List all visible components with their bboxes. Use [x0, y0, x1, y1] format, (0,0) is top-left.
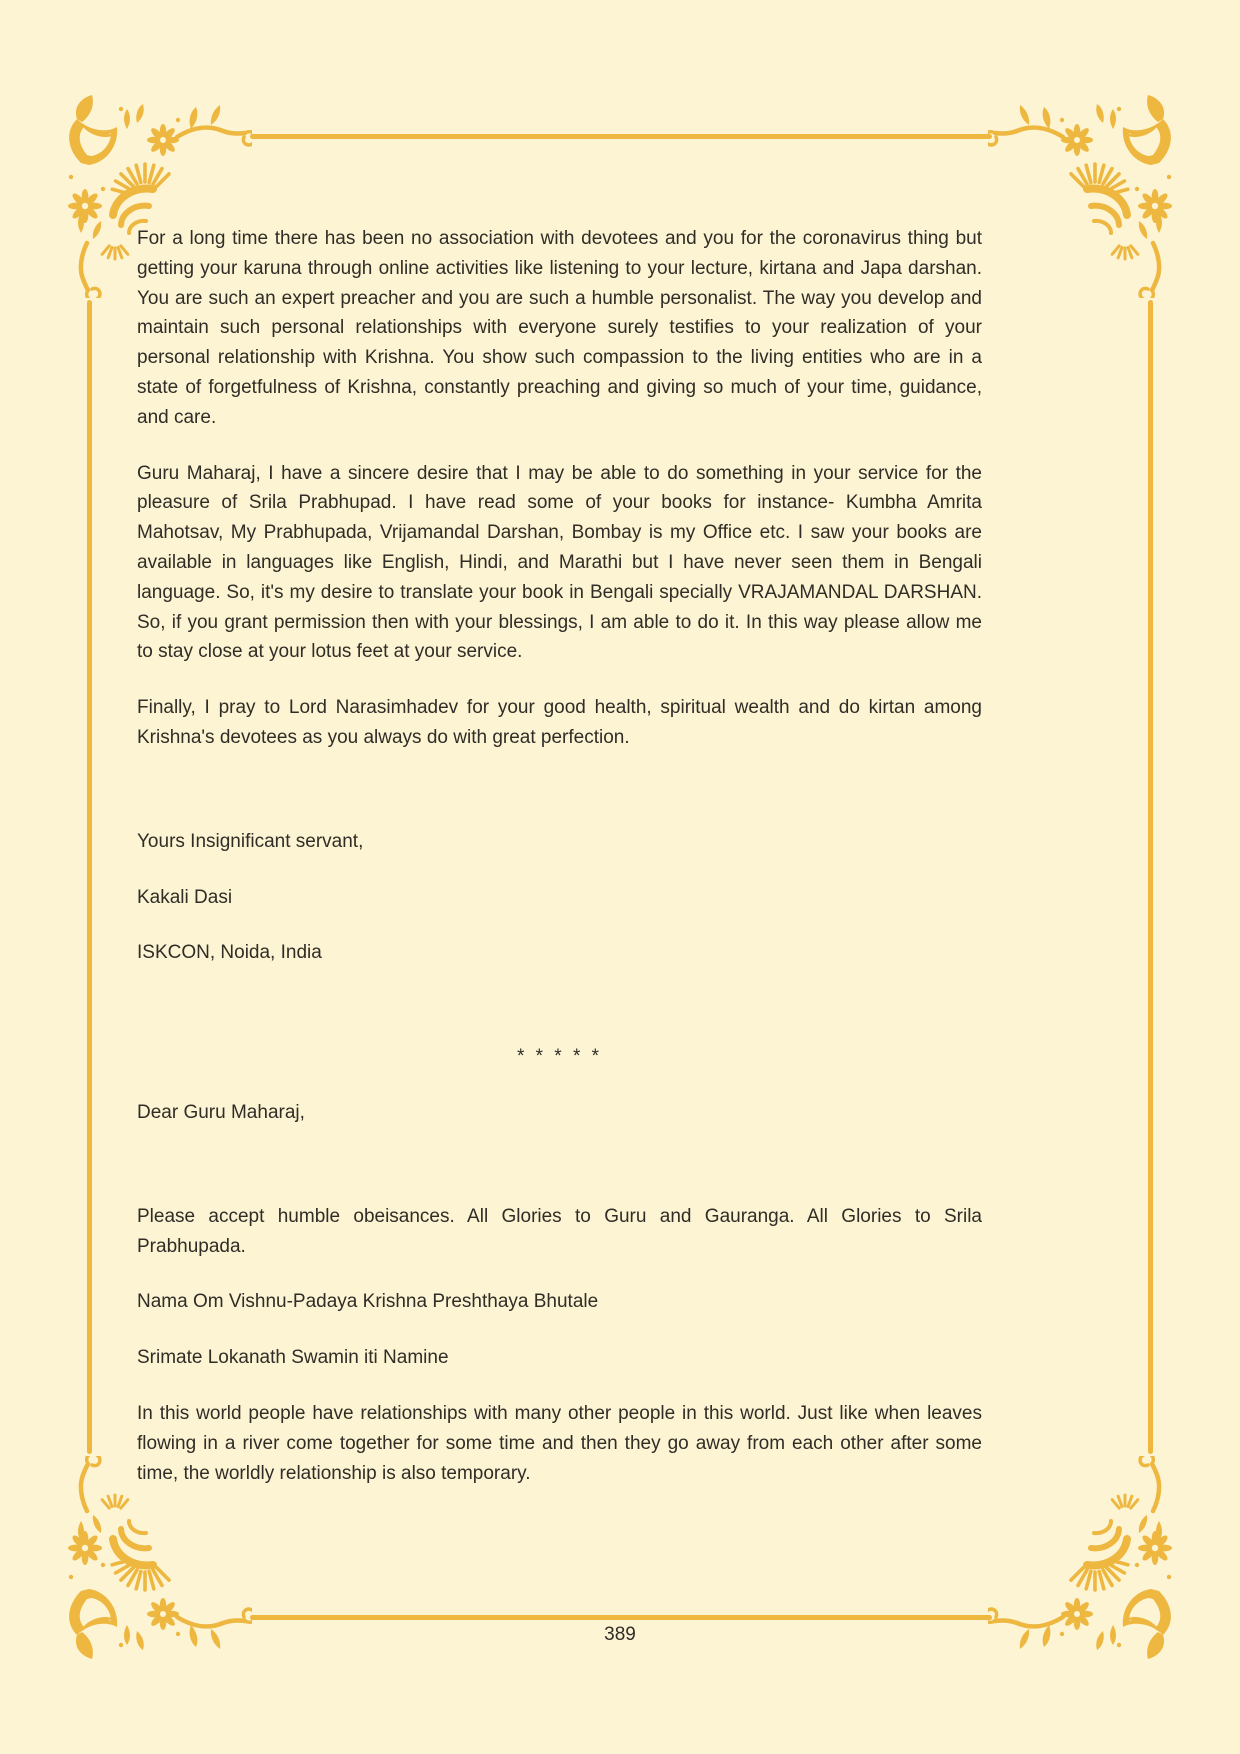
vertical-spacer	[137, 1154, 982, 1202]
letter-text: Dear Guru Maharaj,	[137, 1101, 305, 1123]
letter-body	[137, 224, 982, 1514]
letter-text: Nama Om Vishnu-Padaya Krishna Preshthaya Bhutale	[137, 1291, 599, 1313]
letter-text: Kakali Dasi	[137, 886, 233, 908]
letter-text: Yours Insignificant servant,	[137, 830, 364, 852]
frame-border-right	[1148, 300, 1153, 1454]
corner-flourish-icon	[988, 93, 1183, 298]
letter-text: ISKCON, Noida, India	[137, 942, 322, 964]
section-separator: * * * * *	[516, 1046, 603, 1068]
vertical-spacer	[137, 994, 982, 1042]
letter-text: Srimate Lokanath Swamin iti Namine	[137, 1347, 449, 1369]
vertical-spacer	[137, 779, 982, 827]
letter-text: Please accept humble obeisances. All Glories to Guru and Gauranga. All Glories to Srila Prabhupada.	[137, 1205, 982, 1257]
frame-border-bottom	[250, 1615, 992, 1620]
letter-text: In this world people have relationships with many other people in this world. Just like when leaves flowing in a river come together for some time and then they go away from each other after some time, the worldly relationship is also temporary.	[137, 1402, 982, 1484]
letter-text: Finally, I pray to Lord Narasimhadev for your good health, spiritual wealth and do kirtan among Krishna's devotees as you always do with great perfection.	[137, 697, 982, 748]
page-number: 389	[604, 1624, 636, 1645]
frame-border-top	[250, 134, 992, 139]
letter-text: For a long time there has been no association with devotees and you for the coronavirus thing but getting your karuna through online activities like listening to your lecture, kirtana and Japa darshan. You are such an expert preacher and you are such a humble personalist. The way you develop and maintain such personal relationships with everyone surely testifies to your realization of your personal relationship with Krishna. You show such compassion to the living entities who are in a state of forgetfulness of Krishna, constantly preaching and giving so much of your time, guidance, and care.	[137, 228, 982, 428]
frame-border-left	[87, 300, 92, 1454]
letter-text: Guru Maharaj, I have a sincere desire that I may be able to do something in your service for the pleasure of Srila Prabhupad. I have read some of your books for instance- Kumbha Amrita Mahotsav, My Prabhupada, Vrijamandal Darshan, Bombay is my Office etc. I saw your books are available in languages like English, Hindi, and Marathi but I have never seen them in Bengali language. So, it's my desire to translate your book in Bengali specially VRAJAMANDAL DARSHAN. So, if you grant permission then with your blessings, I am able to do it. In this way please allow me to stay close at your lotus feet at your service.	[137, 462, 982, 663]
